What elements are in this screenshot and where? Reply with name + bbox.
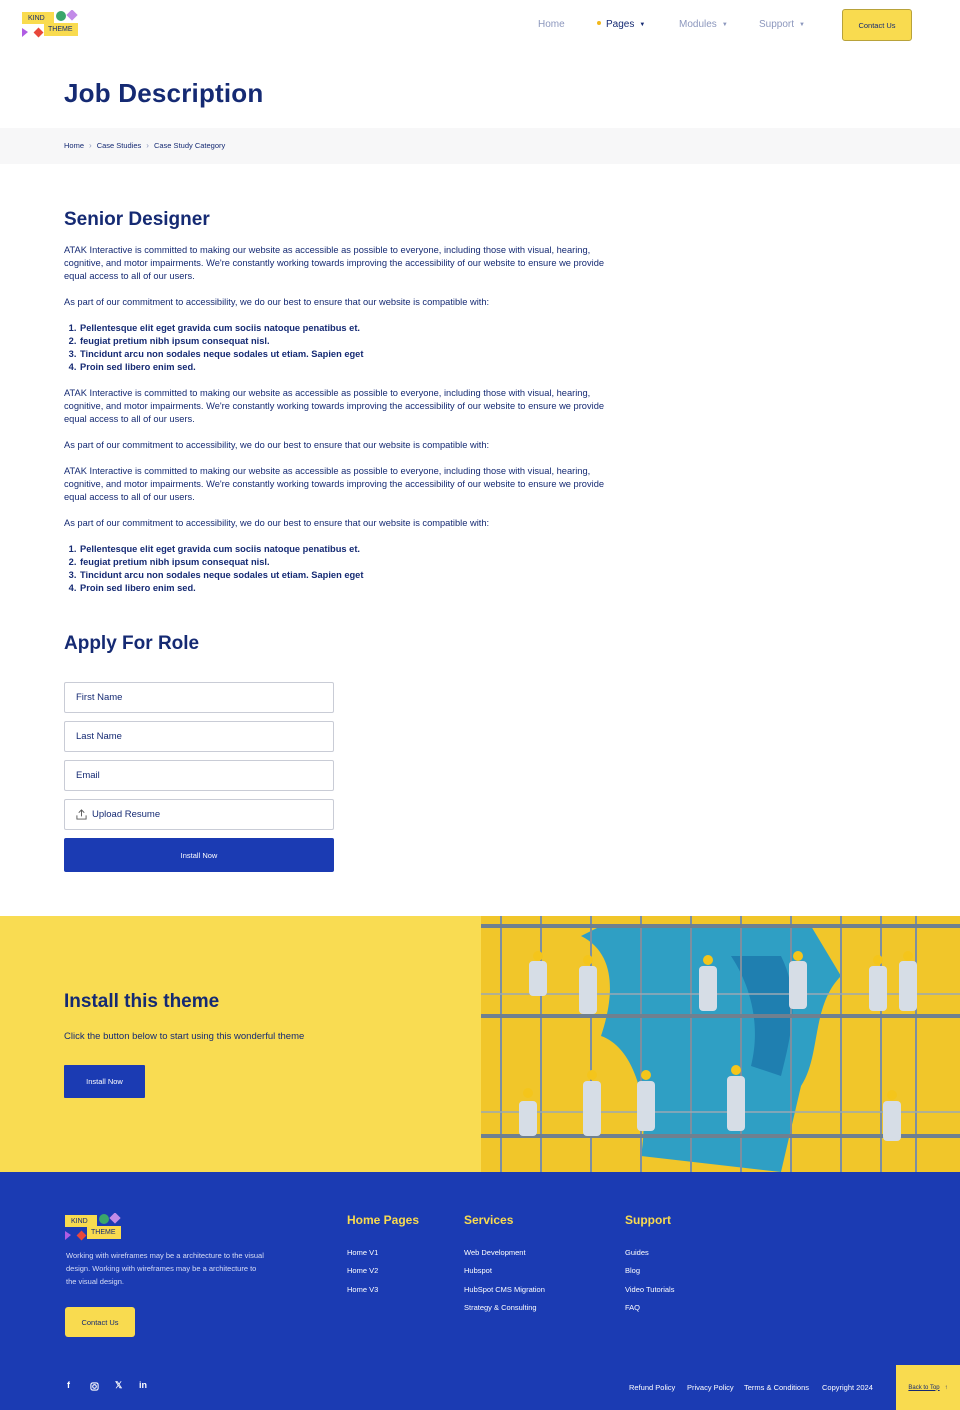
upload-resume-field[interactable] [64,799,334,830]
footer-logo[interactable] [65,1213,123,1243]
list-item: 3. Tincidunt arcu non sodales neque sodales ut etiam. Sapien eget [79,348,624,361]
logo-text-theme: THEME [91,1229,116,1236]
arrow-up-icon: ↑ [944,1384,948,1391]
footer-link[interactable]: Home V2 [347,1266,379,1275]
logo-text-kind: KIND [71,1218,88,1225]
footer-link[interactable]: Blog [625,1266,641,1275]
job-description-body [64,244,624,608]
breadcrumb-home[interactable]: Home [64,141,85,150]
list-item: 1. Pellentesque elit eget gravida cum sociis natoque penatibus et. [79,543,624,556]
active-dot-icon [597,21,601,25]
footer-heading-services: Services [464,1213,514,1227]
compat-list [79,543,624,595]
apply-submit-button[interactable]: Install Now [64,838,334,872]
install-theme-text: Click the button below to start using this wonderful theme [64,1031,305,1042]
footer-description: Working with wireframes may be a architecture to the visual design. Working with wireframes may be a architecture to the visual design. [66,1251,264,1286]
privacy-policy-link[interactable]: Privacy Policy [687,1383,734,1392]
footer-link[interactable]: Video Tutorials [625,1285,675,1294]
install-theme-title: Install this theme [64,991,220,1012]
paragraph: ATAK Interactive is committed to making our website as accessible as possible to everyone, including those with visual, hearing, cognitive, and motor impairments. We're constantly working towards improving the accessibility of our website to ensure we provide equal access to all of our users. [64,388,605,424]
chevron-right-icon: › [146,141,149,150]
first-name-placeholder: First Name [76,692,123,703]
scaffold-illustration [481,916,960,1172]
nav-support[interactable] [759,19,805,30]
email-field[interactable] [64,760,334,791]
facebook-icon[interactable]: f [67,1380,70,1390]
nav-home[interactable] [538,19,565,30]
footer-link[interactable]: Hubspot [464,1266,492,1275]
x-twitter-icon[interactable]: 𝕏 [115,1380,123,1390]
refund-policy-link[interactable]: Refund Policy [629,1383,676,1392]
paragraph: ATAK Interactive is committed to making our website as accessible as possible to everyone, including those with visual, hearing, cognitive, and motor impairments. We're constantly working towards improving the accessibility of our website to ensure we provide equal access to all of our users. [64,245,605,281]
last-name-field[interactable] [64,721,334,752]
list-item: 2. feugiat pretium nibh ipsum consequat nisl. [79,335,624,348]
chevron-right-icon: › [89,141,92,150]
footer-link[interactable]: Home V3 [347,1285,379,1294]
copyright-text: Copyright 2024 [822,1383,873,1392]
email-placeholder: Email [76,770,100,781]
nav-support-label: Support [759,19,795,30]
paragraph: ATAK Interactive is committed to making our website as accessible as possible to everyone, including those with visual, hearing, cognitive, and motor impairments. We're constantly working towards improving the accessibility of our website to ensure we provide equal access to all of our users. [64,466,605,502]
chevron-down-icon: ▼ [639,22,646,28]
footer-link[interactable]: Home V1 [347,1248,379,1257]
footer-heading-support: Support [625,1213,671,1227]
list-item: 3. Tincidunt arcu non sodales neque sodales ut etiam. Sapien eget [79,569,624,582]
instagram-icon[interactable] [90,1380,99,1393]
breadcrumb-current: Case Study Category [153,141,226,150]
footer-link[interactable]: Strategy & Consulting [464,1303,537,1312]
nav-modules-label: Modules [679,19,717,30]
back-to-top-label: Back to Top [908,1384,940,1391]
footer-link[interactable]: HubSpot CMS Migration [464,1285,545,1294]
paragraph: As part of our commitment to accessibility, we do our best to ensure that our website is compatible with: [64,440,490,450]
upload-resume-label: Upload Resume [92,809,161,820]
paragraph: As part of our commitment to accessibility, we do our best to ensure that our website is compatible with: [64,297,490,307]
nav-home-label: Home [538,19,565,30]
header-contact-button[interactable]: Contact Us [842,9,912,41]
footer-link[interactable]: FAQ [625,1303,641,1312]
apply-title: Apply For Role [64,633,200,654]
page-title: Job Description [64,78,264,108]
install-theme-button[interactable]: Install Now [64,1065,145,1098]
nav-pages[interactable] [597,19,645,30]
list-item: 4. Proin sed libero enim sed. [79,582,624,595]
first-name-field[interactable] [64,682,334,713]
terms-conditions-link[interactable]: Terms & Conditions [744,1383,810,1392]
back-to-top-button[interactable] [896,1365,960,1410]
footer-contact-button[interactable]: Contact Us [65,1307,135,1337]
footer-heading-home-pages: Home Pages [347,1213,420,1227]
list-item: 1. Pellentesque elit eget gravida cum sociis natoque penatibus et. [79,322,624,335]
site-header [0,0,960,52]
footer-link[interactable]: Web Development [464,1248,526,1257]
role-title: Senior Designer [64,209,210,230]
list-item: 2. feugiat pretium nibh ipsum consequat nisl. [79,556,624,569]
nav-pages-label: Pages [606,19,635,30]
list-item: 4. Proin sed libero enim sed. [79,361,624,374]
compat-list [79,322,624,374]
breadcrumb-case-studies[interactable]: Case Studies [96,141,142,150]
chevron-down-icon: ▼ [799,22,805,28]
paragraph: As part of our commitment to accessibility, we do our best to ensure that our website is compatible with: [64,518,490,528]
chevron-down-icon: ▼ [721,22,728,28]
site-logo[interactable] [22,10,80,40]
scaffold-workers-photo [481,916,960,1172]
logo-text-theme: THEME [48,26,73,33]
last-name-placeholder: Last Name [76,731,122,742]
nav-modules[interactable] [679,19,728,30]
upload-icon [76,809,87,820]
linkedin-icon[interactable]: in [139,1380,147,1390]
breadcrumb [64,141,225,150]
footer-link[interactable]: Guides [625,1248,649,1257]
logo-text-kind: KIND [28,15,45,22]
